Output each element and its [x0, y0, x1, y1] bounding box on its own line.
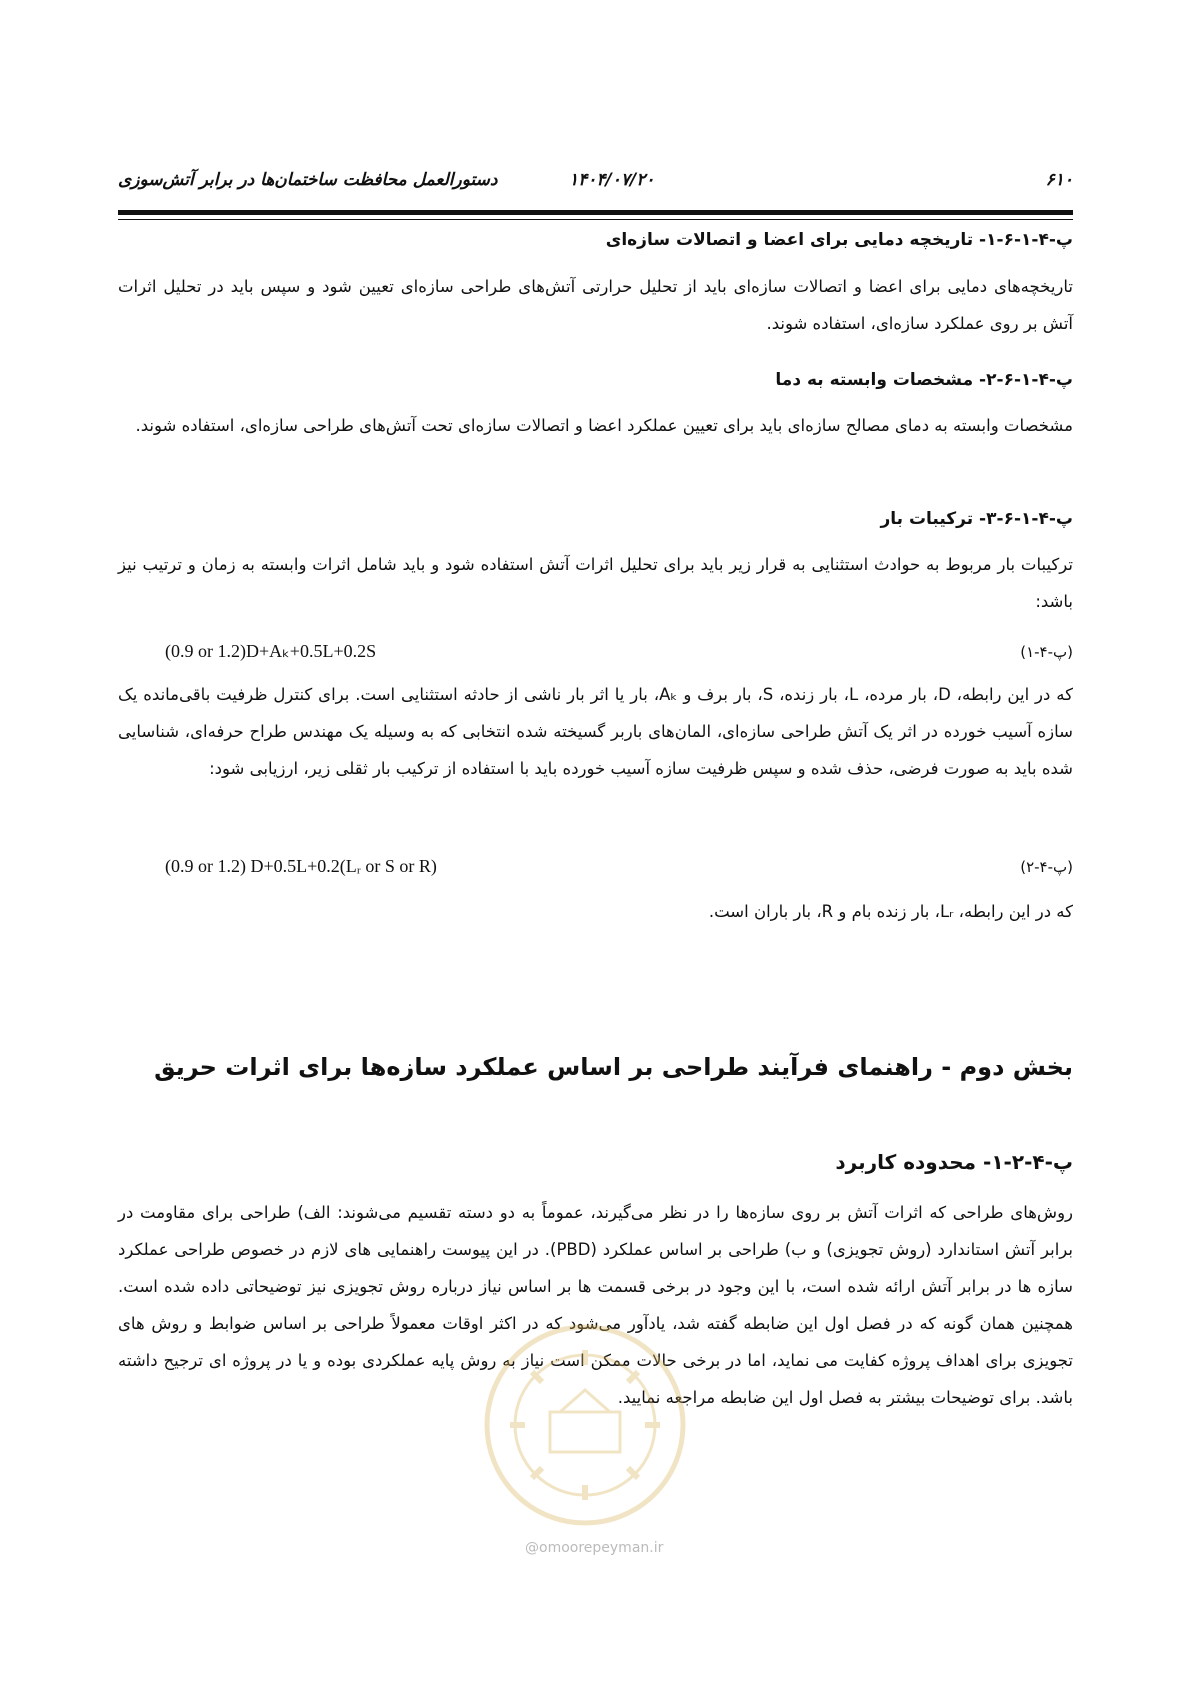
paragraph-temperature-history: تاریخچه‌های دمایی برای اعضا و اتصالات سازه‌ای باید از تحلیل حرارتی آتش‌های طراحی سازه‌ای تعیین شود و سپس باید در تحلیل اثرات آتش بر روی عملکرد سازه‌ای، استفاده شوند. — [118, 277, 1073, 333]
equation-row-1 — [165, 641, 1073, 671]
header-date: ۱۴۰۴/۰۷/۲۰ — [569, 170, 655, 190]
paragraph-load-definitions: که در این رابطه، D، بار مرده، L، بار زنده، S، بار برف و Aₖ، بار یا اثر بار ناشی از حادثه استثنایی است. برای کنترل ظرفیت باقی‌مانده یک سازه آسیب خورده در اثر یک آتش طراحی سازه‌ای، المان‌های باربر گسیخته شده انتخابی که به وسیله یک مهندس طراح حرفه‌ای، شناسایی شده باید به صورت فرضی، حذف شده و سپس ظرفیت سازه آسیب خورده باید با استفاده از ترکیب بار ثقلی زیر، ارزیابی شود: — [118, 685, 1073, 778]
equation-2: (0.9 or 1.2) D+0.5L+0.2(Lᵣ or S or R) — [165, 856, 437, 876]
header-rule-thin — [118, 219, 1073, 220]
header-document-title: دستورالعمل محافظت ساختمان‌ها در برابر آتش‌سوزی — [118, 170, 498, 190]
header-rule-thick — [118, 210, 1073, 215]
equation-1-number: (پ-۴-۱) — [1020, 643, 1073, 661]
section-heading-scope: پ-۴-۲-۱- محدوده کاربرد — [835, 1150, 1073, 1174]
section-heading-temperature-properties: پ-۴-۱-۶-۲- مشخصات وابسته به دما — [775, 370, 1073, 390]
part-two-title: بخش دوم - راهنمای فرآیند طراحی بر اساس عملکرد سازه‌ها برای اثرات حریق — [154, 1053, 1073, 1081]
header-page-number: ۶۱۰ — [1045, 170, 1073, 190]
paragraph-load-combinations-intro: ترکیبات بار مربوط به حوادث استثنایی به قرار زیر باید برای تحلیل اثرات آتش استفاده شود و باید شامل اثرات وابسته به زمان و ترتیب نیز باشد: — [118, 555, 1073, 611]
equation-2-number: (پ-۴-۲) — [1020, 858, 1073, 876]
section-heading-load-combinations: پ-۴-۱-۶-۳- ترکیبات بار — [880, 509, 1073, 529]
watermark-url: @omoorepeyman.ir — [525, 1540, 664, 1556]
paragraph-temperature-properties: مشخصات وابسته به دمای مصالح سازه‌ای باید برای تعیین عملکرد اعضا و اتصالات سازه‌ای تحت آتش‌های طراحی سازه‌ای، استفاده شوند. — [135, 416, 1073, 435]
equation-row-2 — [165, 856, 1073, 886]
paragraph-roof-load-definition: که در این رابطه، Lᵣ، بار زنده بام و R، بار باران است. — [708, 902, 1073, 921]
publisher-seal-watermark — [480, 1320, 690, 1530]
equation-1: (0.9 or 1.2)D+Aₖ+0.5L+0.2S — [165, 641, 377, 661]
paragraph-scope: روش‌های طراحی که اثرات آتش بر روی سازه‌ها را در نظر می‌گیرند، عموماً به دو دسته تقسیم می‌شوند: الف) طراحی برای مقاومت در برابر آتش استاندارد (روش تجویزی) و ب) طراحی بر اساس عملکرد (PBD). در این پیوست راهنمایی های لازم در خصوص طراحی عملکرد سازه ها در برابر آتش ارائه شده است، با این وجود در برخی قسمت ها بر اساس نیاز درباره روش تجویزی نیز توضیحاتی داده شده است. همچنین همان گونه که در فصل اول این ضابطه گفته شد، یادآور می‌شود که در اکثر اوقات معمولاً طراحی بر اساس ضوابط و روش های تجویزی برای اهداف پروژه کفایت می نماید، اما در برخی حالات ممکن است نیاز به روش پایه عملکردی بوده و یا در پروژه ای ترجیح داشته باشد. برای توضیحات بیشتر به فصل اول این ضابطه مراجعه نمایید. — [118, 1203, 1073, 1407]
page-header — [118, 170, 1073, 200]
section-heading-temperature-history: پ-۴-۱-۶-۱- تاریخچه دمایی برای اعضا و اتصالات سازه‌ای — [605, 230, 1073, 250]
